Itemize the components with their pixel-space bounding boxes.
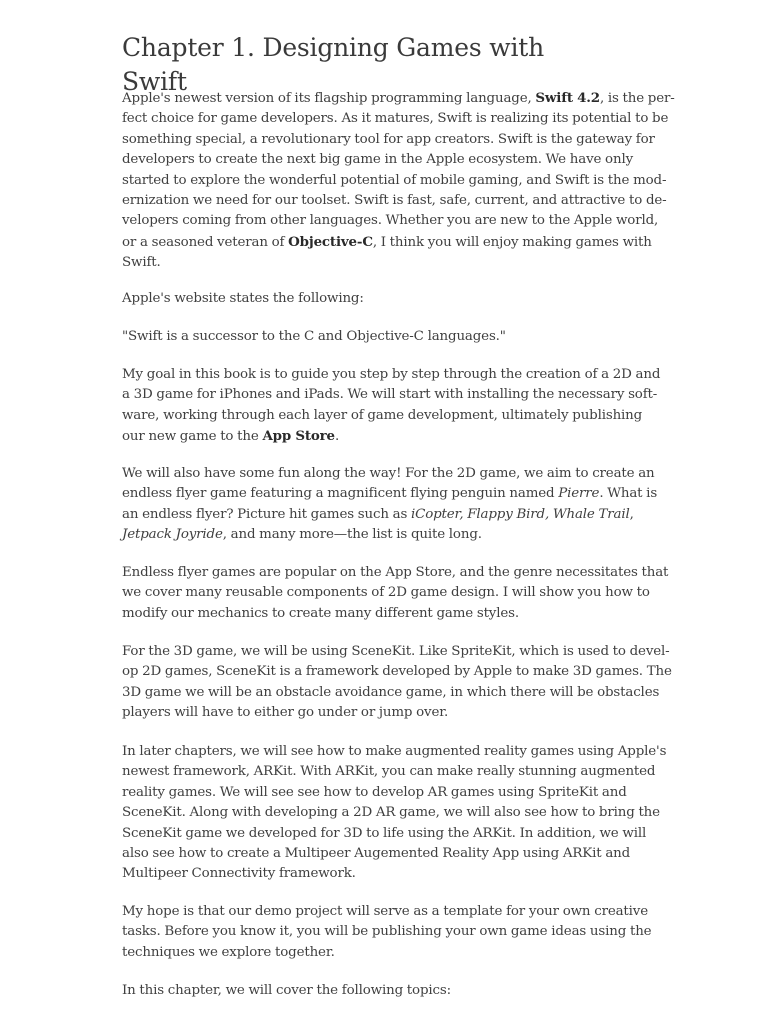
- paragraph-goal: [122, 365, 661, 448]
- paragraph-hope: [122, 902, 652, 963]
- text-line: SceneKit. Along with developing a 2D AR game, we will also see how to bring the: [122, 805, 660, 821]
- chapter-title: Chapter 1. Designing Games with Swift: [122, 33, 544, 96]
- text-line: endless flyer game featuring a magnificent flying penguin named Pierre. What is: [122, 486, 658, 502]
- text-line: fect choice for game developers. As it matures, Swift is realizing its potential to be: [122, 111, 669, 127]
- paragraph-flyer-popular: [122, 563, 669, 624]
- text-line: 3D game we will be an obstacle avoidance game, in which there will be obstacles: [122, 684, 660, 700]
- text-line: a 3D game for iPhones and iPads. We will start with installing the necessary soft-: [122, 387, 658, 403]
- text-line: developers to create the next big game in the Apple ecosystem. We have only: [122, 152, 633, 168]
- objective-c-term: Objective-C: [288, 233, 373, 250]
- text-line: our new game to the App Store.: [122, 428, 340, 445]
- swift-version-term: Swift 4.2: [535, 90, 600, 106]
- text-line: Jetpack Joyride, and many more—the list is quite long.: [122, 527, 482, 543]
- text-line: Apple's newest version of its flagship programming language, Swift 4.2, is the per-: [122, 90, 675, 106]
- text-line: My goal in this book is to guide you step by step through the creation of a 2D and: [122, 367, 661, 382]
- paragraph-endless-flyer: [122, 464, 658, 546]
- text-line: We will also have some fun along the way! For the 2D game, we aim to create an: [122, 466, 655, 481]
- text-line: ernization we need for our toolset. Swift is fast, safe, current, and attractive to de-: [122, 193, 667, 209]
- pierre-term: Pierre: [558, 486, 600, 502]
- app-store-term: App Store: [262, 428, 335, 445]
- text-line: Endless flyer games are popular on the App Store, and the genre necessitates that: [122, 565, 669, 580]
- text-line: also see how to create a Multipeer Augemented Reality App using ARKit and: [122, 846, 631, 862]
- text-line: For the 3D game, we will be using SceneKit. Like SpriteKit, which is used to devel-: [122, 644, 670, 659]
- paragraph-3d-game: [122, 642, 672, 724]
- paragraph-swift-intro: [122, 88, 675, 274]
- text-line: velopers coming from other languages. Whether you are new to the Apple world,: [122, 213, 659, 229]
- text-line: newest framework, ARKit. With ARKit, you can make really stunning augmented: [122, 764, 656, 780]
- text-line: My hope is that our demo project will serve as a template for your own creative: [122, 904, 648, 919]
- text-line: Swift.: [122, 255, 161, 271]
- book-page: [122, 0, 675, 998]
- text-line: an endless flyer? Picture hit games such as iCopter, Flappy Bird, Whale Trail,: [122, 506, 634, 522]
- text-line: we cover many reusable components of 2D game design. I will show you how to: [122, 585, 650, 601]
- text-line: techniques we explore together.: [122, 944, 335, 960]
- text-line: Multipeer Connectivity framework.: [122, 866, 356, 882]
- paragraph-topics-intro: In this chapter, we will cover the following topics:: [122, 983, 451, 998]
- text-line: reality games. We will see see how to develop AR games using SpriteKit and: [122, 784, 627, 800]
- text-line: something special, a revolutionary tool for app creators. Swift is the gateway for: [122, 131, 655, 147]
- paragraph-quote: "Swift is a successor to the C and Objective-C languages.": [122, 329, 506, 344]
- text-line: players will have to either go under or jump over.: [122, 705, 449, 721]
- text-line: op 2D games, SceneKit is a framework developed by Apple to make 3D games. The: [122, 664, 672, 680]
- text-line: started to explore the wonderful potential of mobile gaming, and Swift is the mod-: [122, 172, 667, 188]
- text-line: or a seasoned veteran of Objective-C, I think you will enjoy making games with: [122, 233, 652, 250]
- paragraph-arkit: [122, 742, 667, 885]
- text-line: ware, working through each layer of game development, ultimately publishing: [122, 407, 643, 423]
- text-line: modify our mechanics to create many different game styles.: [122, 605, 519, 621]
- paragraph-website-states: Apple's website states the following:: [122, 291, 364, 306]
- text-line: SceneKit game we developed for 3D to life using the ARKit. In addition, we will: [122, 825, 647, 841]
- text-line: In later chapters, we will see how to make augmented reality games using Apple's: [122, 744, 667, 759]
- text-line: tasks. Before you know it, you will be publishing your own game ideas using the: [122, 924, 652, 940]
